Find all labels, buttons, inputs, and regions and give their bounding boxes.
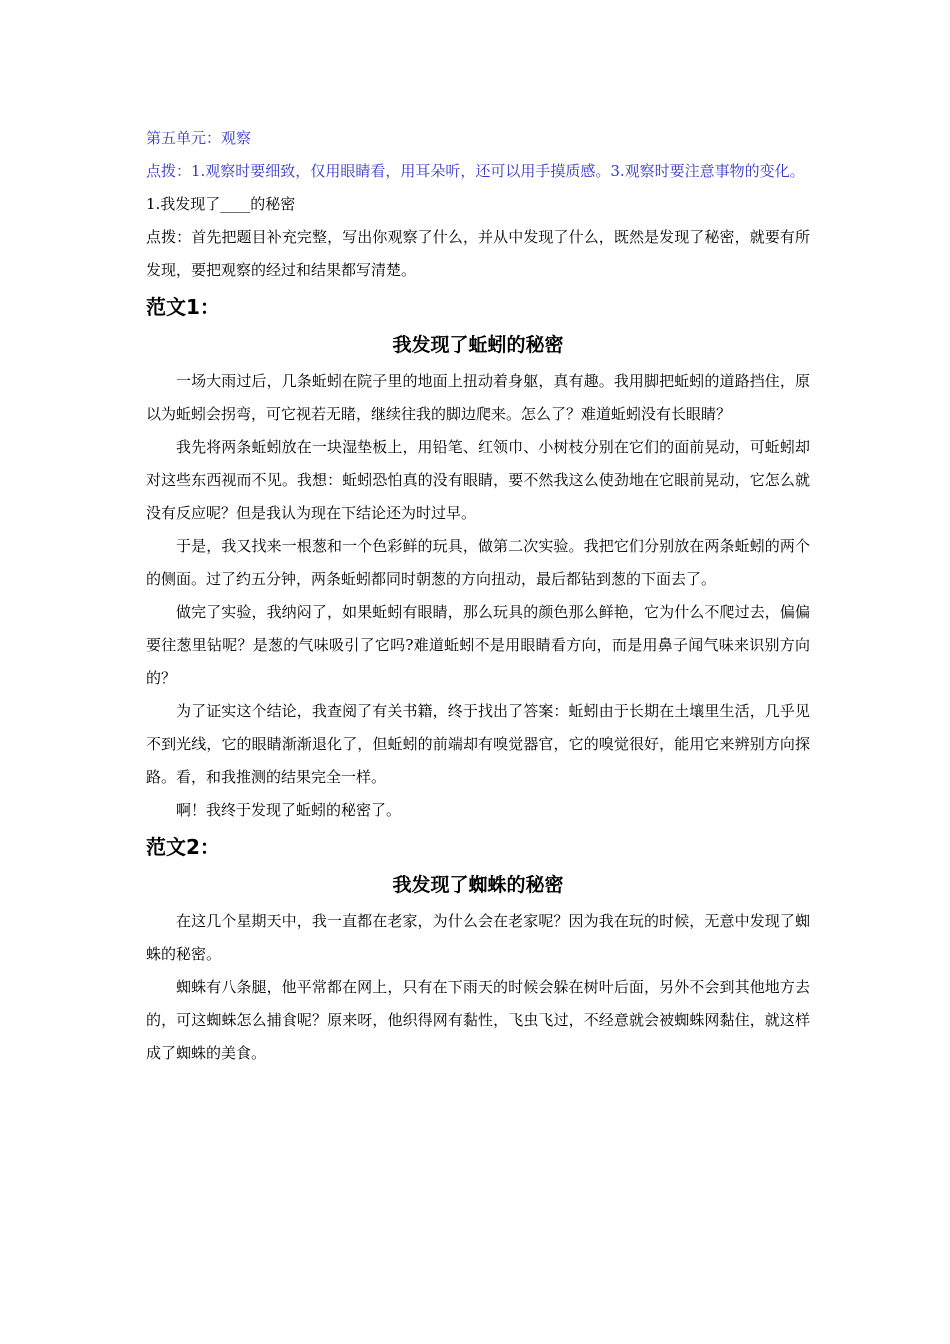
unit-title: 第五单元：观察 xyxy=(146,129,252,147)
essay-title: 我发现了蚯蚓的秘密 xyxy=(392,334,564,356)
document-page xyxy=(146,122,810,1070)
essay-paragraph: 做完了实验，我纳闷了，如果蚯蚓有眼睛，那么玩具的颜色那么鲜艳，它为什么不爬过去，偏偏要往葱里钻呢？是葱的气味吸引了它吗?难道蚯蚓不是用眼睛看方向，而是用鼻子闻气味来识别方向的？ xyxy=(146,603,810,687)
essay-paragraph: 在这几个星期天中，我一直都在老家，为什么会在老家呢？因为我在玩的时候，无意中发现了蜘蛛的秘密。 xyxy=(146,912,810,963)
essay-paragraph: 为了证实这个结论，我查阅了有关书籍，终于找出了答案：蚯蚓由于长期在土壤里生活，几乎见不到光线，它的眼睛渐渐退化了，但蚯蚓的前端却有嗅觉器官，它的嗅觉很好，能用它来辨别方向探路。看，和我推测的结果完全一样。 xyxy=(146,702,810,786)
essay-paragraph: 我先将两条蚯蚓放在一块湿垫板上，用铅笔、红领巾、小树枝分别在它们的面前晃动，可蚯蚓却对这些东西视而不见。我想：蚯蚓恐怕真的没有眼睛，要不然我这么使劲地在它眼前晃动，它怎么就没有反应呢？但是我认为现在下结论还为时过早。 xyxy=(146,438,810,522)
essay-paragraph: 蜘蛛有八条腿，他平常都在网上，只有在下雨天的时候会躲在树叶后面，另外不会到其他地方去的，可这蜘蛛怎么捕食呢？原来呀，他织得网有黏性，飞虫飞过，不经意就会被蜘蛛网黏住，就这样成了蜘蛛的美食。 xyxy=(146,978,810,1062)
topic-prompt: 1.我发现了____的秘密 xyxy=(146,195,296,213)
essay-paragraph: 一场大雨过后，几条蚯蚓在院子里的地面上扭动着身躯，真有趣。我用脚把蚯蚓的道路挡住，原以为蚯蚓会拐弯，可它视若无睹，继续往我的脚边爬来。怎么了？难道蚯蚓没有长眼睛？ xyxy=(146,372,810,423)
sample-label: 范文2： xyxy=(146,835,220,859)
unit-tip: 点拨：1.观察时要细致，仅用眼睛看，用耳朵听，还可以用手摸质感。3.观察时要注意事物的变化。 xyxy=(146,162,805,180)
topic-tip: 点拨：首先把题目补充完整，写出你观察了什么，并从中发现了什么，既然是发现了秘密，就要有所发现，要把观察的经过和结果都写清楚。 xyxy=(146,228,810,279)
sample-essay-2 xyxy=(146,829,810,1070)
essay-title: 我发现了蜘蛛的秘密 xyxy=(392,874,564,896)
sample-label: 范文1： xyxy=(146,295,220,319)
sample-essay-1 xyxy=(146,289,810,827)
essay-paragraph: 啊！我终于发现了蚯蚓的秘密了。 xyxy=(176,801,402,819)
essay-paragraph: 于是，我又找来一根葱和一个色彩鲜的玩具，做第二次实验。我把它们分别放在两条蚯蚓的两个的侧面。过了约五分钟，两条蚯蚓都同时朝葱的方向扭动，最后都钻到葱的下面去了。 xyxy=(146,537,810,588)
